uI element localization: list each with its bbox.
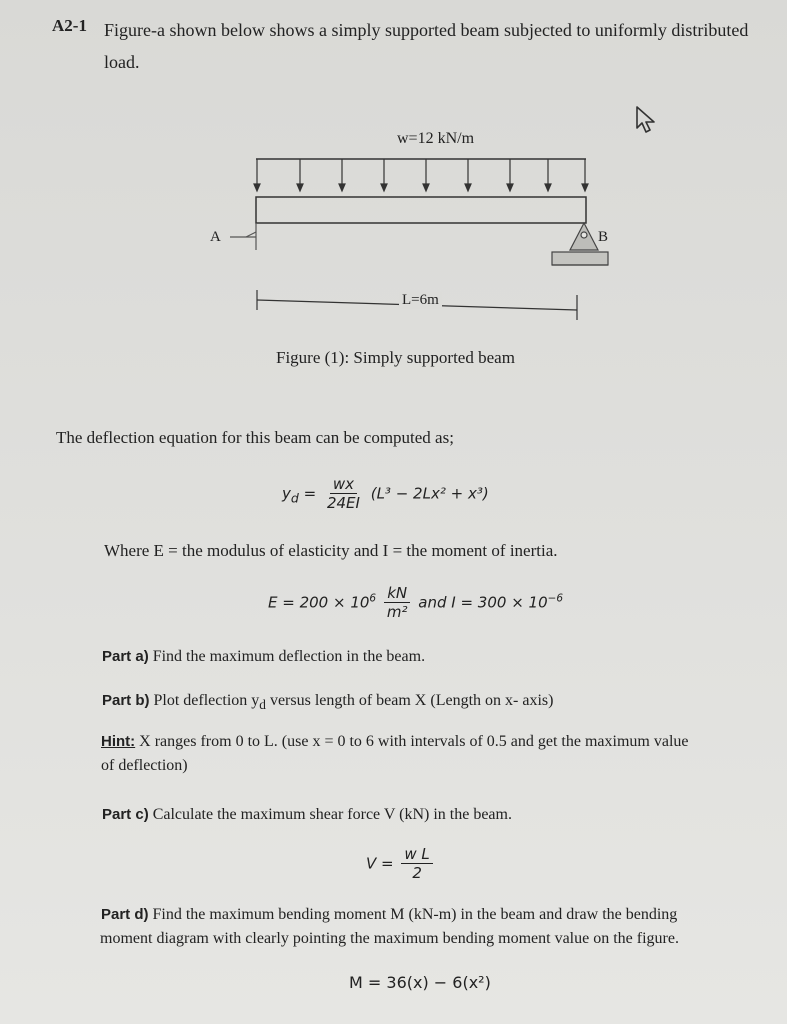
eq-yd-num: wx xyxy=(330,476,357,494)
where-text: Where E = the modulus of elasticity and I = the moment of inertia. xyxy=(104,541,558,560)
question-text-line2: load. xyxy=(104,52,140,72)
pin-support-a xyxy=(230,223,256,250)
hint-line2: of deflection) xyxy=(101,757,188,774)
part-b-label: Part b) xyxy=(102,692,150,709)
eq-e-lhs: E = 200 × 10 xyxy=(268,593,370,612)
moment-equation: M = 36(x) − 6(x²) xyxy=(349,973,491,992)
eq-e-fraction xyxy=(384,585,411,621)
eq-yd-rhs: (L³ − 2Lx² + x³) xyxy=(370,484,489,503)
eq-yd-sub: d xyxy=(290,490,299,506)
length-label: L=6m xyxy=(399,292,442,309)
modulus-equation xyxy=(268,585,563,621)
part-b xyxy=(102,692,553,713)
intro-text: The deflection equation for this beam can be computed as; xyxy=(56,428,454,447)
part-d-line1 xyxy=(101,906,677,924)
support-b-label: B xyxy=(598,229,609,245)
eq-yd-lhs: y xyxy=(282,484,291,503)
eq-v-fraction xyxy=(401,846,432,882)
part-b-sub: d xyxy=(259,697,266,713)
part-b-text2: versus length of beam X (Length on x- axis) xyxy=(265,692,554,709)
part-c-label: Part c) xyxy=(102,806,149,823)
part-c-text: Calculate the maximum shear force V (kN) in the beam. xyxy=(148,806,512,823)
beam-figure xyxy=(200,120,620,320)
question-number: A2-1 xyxy=(52,16,87,35)
part-a xyxy=(102,648,425,666)
support-a-label: A xyxy=(210,229,221,245)
question-text-line1: Figure-a shown below shows a simply supported beam subjected to uniformly distributed xyxy=(104,20,749,40)
hint-text1: X ranges from 0 to L. (use x = 0 to 6 with intervals of 0.5 and get the maximum value xyxy=(135,733,689,750)
figure-caption: Figure (1): Simply supported beam xyxy=(276,348,515,367)
eq-yd-fraction xyxy=(324,476,363,512)
part-d-line2: moment diagram with clearly pointing the maximum bending moment value on the figure. xyxy=(100,930,679,947)
beam xyxy=(256,197,586,223)
load-label: w=12 kN/m xyxy=(397,130,475,147)
mouse-cursor-icon xyxy=(634,104,660,136)
eq-e-num: kN xyxy=(384,585,410,603)
part-b-text: Plot deflection y xyxy=(149,692,260,709)
eq-v-den: 2 xyxy=(412,863,422,882)
part-a-text: Find the maximum deflection in the beam. xyxy=(148,648,426,665)
part-d-label: Part d) xyxy=(101,906,149,923)
deflection-equation: $y_d$ = $\frac{wx}{24EI}$ (L³ − 2Lx² + x³) xyxy=(282,475,489,512)
eq-v-num: w L xyxy=(401,846,432,864)
hint-label: Hint: xyxy=(101,733,136,750)
part-c xyxy=(102,806,512,824)
hint-line1 xyxy=(101,733,689,751)
eq-e-exp: 6 xyxy=(369,592,377,605)
eq-yd-den: 24EI xyxy=(326,493,360,512)
eq-e-den: m² xyxy=(386,602,408,621)
eq-e-rhs-exp: −6 xyxy=(547,592,564,605)
eq-e-rhs: and I = 300 × 10 xyxy=(418,593,548,612)
part-d-text1: Find the maximum bending moment M (kN-m) in the beam and draw the bending xyxy=(148,906,678,923)
part-a-label: Part a) xyxy=(102,648,149,665)
shear-equation xyxy=(366,846,436,882)
load-arrows xyxy=(254,159,588,191)
eq-v-lhs: V = xyxy=(366,854,394,873)
